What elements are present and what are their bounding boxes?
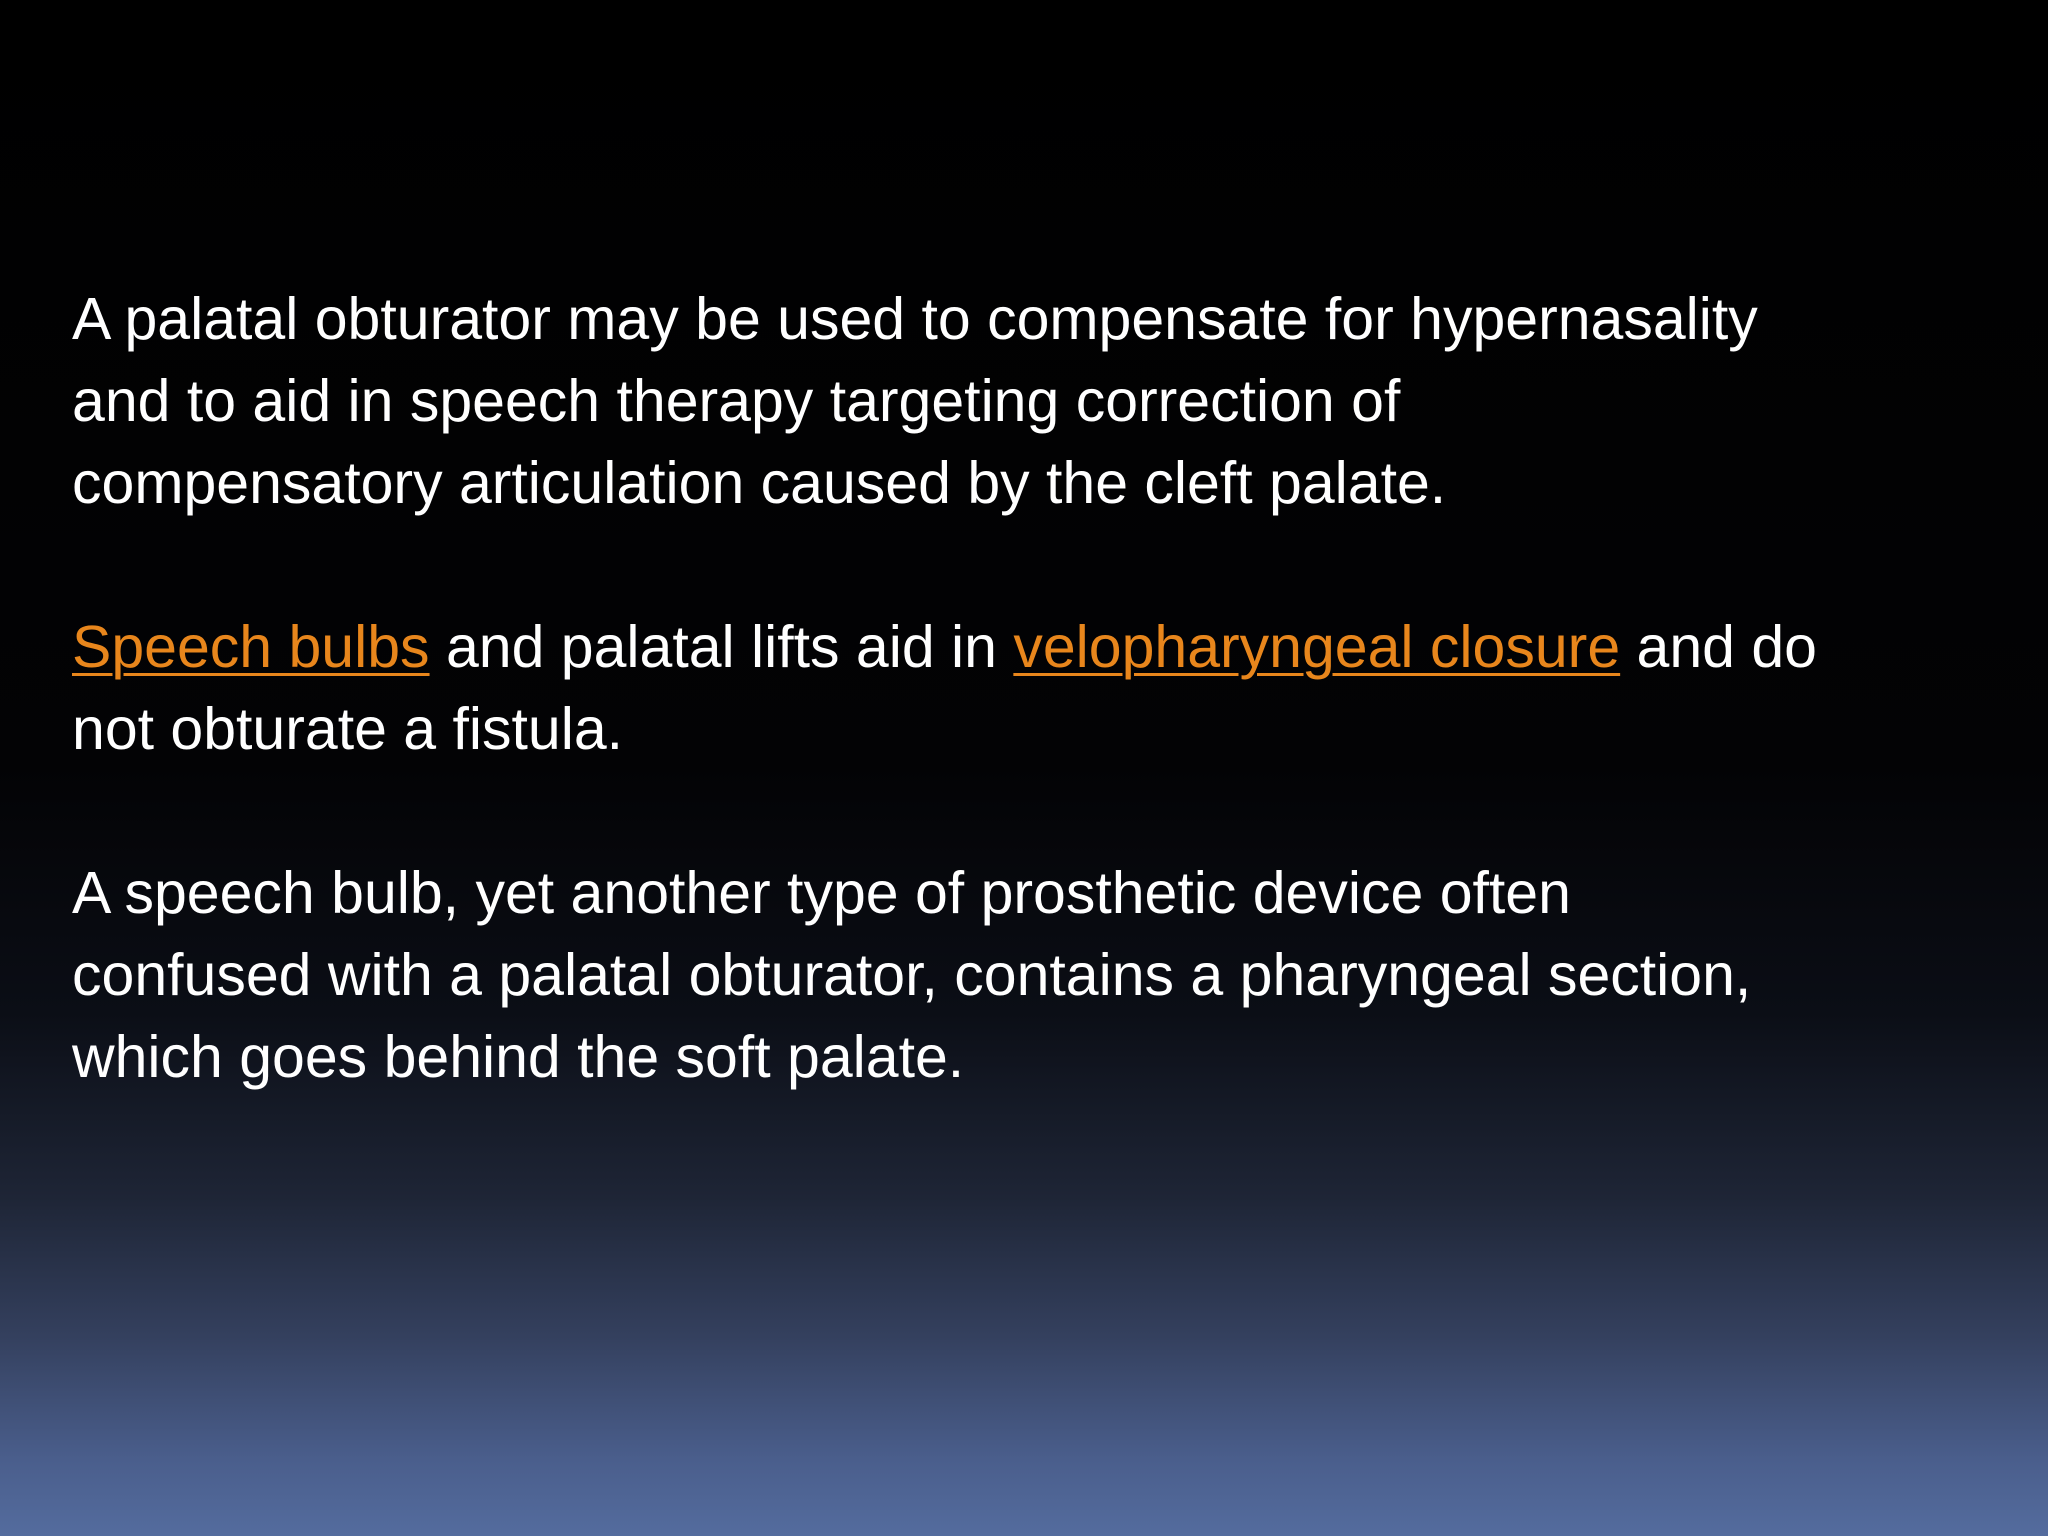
paragraph-obturator: A palatal obturator may be used to compensate for hypernasality and to aid in speech therapy targeting correction of compensatory articulation caused by the cleft palate.: [72, 286, 1758, 516]
velopharyngeal-closure-link[interactable]: velopharyngeal closure: [1013, 614, 1621, 680]
paragraph-speech-bulbs-text-2: and do not obturate a fistula.: [72, 614, 1817, 762]
paragraph-speech-bulbs: [72, 606, 1972, 770]
slide-body: [72, 278, 1972, 1098]
paragraph-speech-bulb-definition: A speech bulb, yet another type of prosthetic device often confused with a palatal obturator, contains a pharyngeal section, which goes behind the soft palate.: [72, 860, 1752, 1090]
paragraph-speech-bulbs-text-1: and palatal lifts aid in: [429, 614, 1014, 680]
speech-bulbs-link[interactable]: Speech bulbs: [72, 614, 430, 680]
